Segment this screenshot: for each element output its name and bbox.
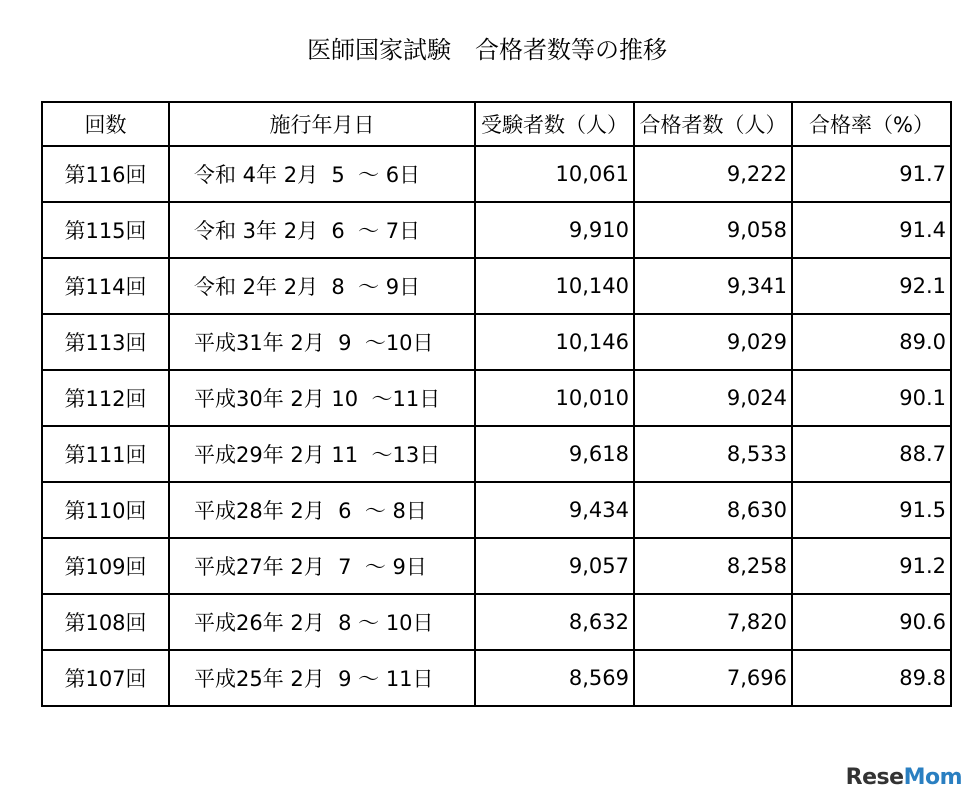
cell-rate: 90.6 (792, 594, 951, 650)
cell-rate: 88.7 (792, 426, 951, 482)
cell-rate: 89.8 (792, 650, 951, 706)
header-rate: 合格率（%） (792, 102, 951, 146)
table-row (42, 426, 951, 482)
table-row (42, 258, 951, 314)
cell-passed: 8,258 (634, 538, 792, 594)
resemom-logo: ReseMom (845, 765, 962, 790)
header-round: 回数 (42, 102, 169, 146)
cell-examinees: 9,618 (475, 426, 634, 482)
header-examinees: 受験者数（人） (475, 102, 634, 146)
cell-round: 第107回 (42, 650, 169, 706)
table-row (42, 482, 951, 538)
cell-round: 第114回 (42, 258, 169, 314)
cell-examinees: 10,140 (475, 258, 634, 314)
cell-date: 令和 2年 2月 8 ～ 9日 (169, 258, 475, 314)
table-row (42, 202, 951, 258)
cell-date: 平成29年 2月 11 ～13日 (169, 426, 475, 482)
cell-round: 第115回 (42, 202, 169, 258)
results-table (41, 101, 952, 707)
cell-examinees: 9,434 (475, 482, 634, 538)
cell-passed: 9,058 (634, 202, 792, 258)
cell-passed: 8,630 (634, 482, 792, 538)
table-row (42, 314, 951, 370)
table-header-row (42, 102, 951, 146)
cell-examinees: 10,061 (475, 146, 634, 202)
cell-passed: 9,222 (634, 146, 792, 202)
cell-round: 第113回 (42, 314, 169, 370)
table-row (42, 370, 951, 426)
cell-date: 平成31年 2月 9 ～10日 (169, 314, 475, 370)
cell-date: 平成28年 2月 6 ～ 8日 (169, 482, 475, 538)
table-row (42, 146, 951, 202)
cell-examinees: 10,146 (475, 314, 634, 370)
cell-examinees: 8,632 (475, 594, 634, 650)
cell-passed: 7,696 (634, 650, 792, 706)
cell-examinees: 9,057 (475, 538, 634, 594)
cell-passed: 9,024 (634, 370, 792, 426)
cell-round: 第108回 (42, 594, 169, 650)
cell-rate: 91.5 (792, 482, 951, 538)
cell-passed: 7,820 (634, 594, 792, 650)
cell-examinees: 9,910 (475, 202, 634, 258)
cell-date: 平成26年 2月 8 ～ 10日 (169, 594, 475, 650)
cell-rate: 90.1 (792, 370, 951, 426)
cell-examinees: 8,569 (475, 650, 634, 706)
header-date: 施行年月日 (169, 102, 475, 146)
cell-date: 平成30年 2月 10 ～11日 (169, 370, 475, 426)
cell-round: 第111回 (42, 426, 169, 482)
cell-date: 令和 3年 2月 6 ～ 7日 (169, 202, 475, 258)
table-row (42, 594, 951, 650)
cell-round: 第109回 (42, 538, 169, 594)
cell-round: 第110回 (42, 482, 169, 538)
cell-round: 第112回 (42, 370, 169, 426)
cell-passed: 8,533 (634, 426, 792, 482)
cell-date: 平成25年 2月 9 ～ 11日 (169, 650, 475, 706)
cell-rate: 91.7 (792, 146, 951, 202)
cell-round: 第116回 (42, 146, 169, 202)
cell-rate: 92.1 (792, 258, 951, 314)
page-title: 医師国家試験 合格者数等の推移 (307, 36, 667, 64)
cell-date: 令和 4年 2月 5 ～ 6日 (169, 146, 475, 202)
cell-passed: 9,341 (634, 258, 792, 314)
table-row (42, 650, 951, 706)
cell-rate: 91.4 (792, 202, 951, 258)
cell-date: 平成27年 2月 7 ～ 9日 (169, 538, 475, 594)
table-row (42, 538, 951, 594)
cell-rate: 91.2 (792, 538, 951, 594)
cell-rate: 89.0 (792, 314, 951, 370)
header-passed: 合格者数（人） (634, 102, 792, 146)
cell-passed: 9,029 (634, 314, 792, 370)
cell-examinees: 10,010 (475, 370, 634, 426)
